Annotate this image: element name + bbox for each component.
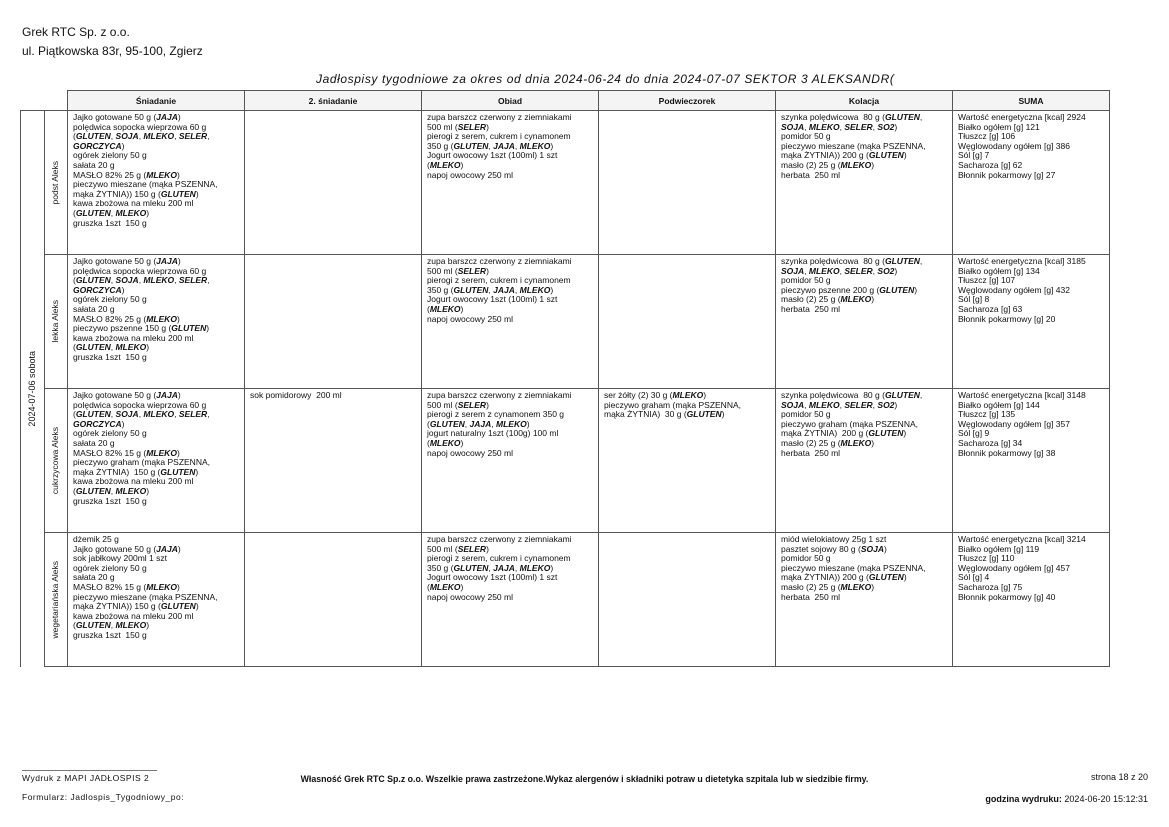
meal-text: zupa barszcz czerwony z ziemniakami 500 ml (SELER) pierogi z serem, cukrem i cynamonem 350 g (GLUTEN, JAJA, MLEKO) Jogurt owocowy 1szt (100ml) 1 szt (MLEKO) napoj owocowy 250 ml <box>427 534 572 602</box>
meal-text: zupa barszcz czerwony z ziemniakami 500 ml (SELER) pierogi z serem z cynamonem 350 g (GLUTEN, JAJA, MLEKO) jogurt naturalny 1szt (100g) 100 ml (MLEKO) napoj owocowy 250 ml <box>427 390 572 458</box>
print-time-label: godzina wydruku: <box>985 794 1062 804</box>
allergen-mark: GLUTEN <box>75 342 111 353</box>
allergen-mark: GORCZYCA <box>73 418 122 429</box>
col-header-kolacja: Kolacja <box>776 91 953 111</box>
col-header-suma: SUMA <box>953 91 1110 111</box>
allergen-mark: GLUTEN <box>160 188 196 199</box>
meal-cell <box>599 389 776 533</box>
allergen-mark: MLEKO <box>808 121 840 132</box>
allergen-mark: MLEKO <box>146 447 177 458</box>
allergen-mark: GLUTEN <box>884 390 920 400</box>
footer-form-name: Formularz: Jadlospis_Tygodniowy_po: <box>22 792 185 802</box>
allergen-mark: SOJA <box>115 131 139 142</box>
meal-cell <box>599 111 776 255</box>
allergen-mark: MLEKO <box>808 399 840 410</box>
allergen-mark: GLUTEN <box>453 140 489 151</box>
allergen-mark: JAJA <box>156 543 178 554</box>
allergen-mark: SOJA <box>781 121 805 132</box>
allergen-mark: GLUTEN <box>453 562 489 573</box>
company-address: ul. Piątkowska 83r, 95-100, Zgierz <box>22 44 203 58</box>
allergen-mark: MLEKO <box>115 207 147 218</box>
header-blank-variant <box>45 91 68 111</box>
meal-text: Jajko gotowane 50 g (JAJA) polędwica sopocka wieprzowa 60 g (GLUTEN, SOJA, MLEKO, SELER, GORCZYCA) ogórek zielony 50 g sałata 20 g MASŁO 82% 25 g (MLEKO) pieczywo mieszane (mąka PSZENNA, mąka ŻYTNIA)) 150 g (GLUTEN) kawa zbożowa na mleku 200 ml (GLUTEN, MLEKO) gruszka 1szt 150 g <box>73 112 218 228</box>
allergen-mark: MLEKO <box>429 159 461 170</box>
allergen-mark: GORCZYCA <box>73 284 122 295</box>
allergen-mark: MLEKO <box>115 485 147 496</box>
meal-cell <box>422 111 599 255</box>
meal-text: szynka polędwicowa 80 g (GLUTEN, SOJA, MLEKO, SELER, SO2) pomidor 50 g pieczywo mieszane (mąka PSZENNA, mąka ŻYTNIA)) 200 g (GLUTEN) masło (2) 25 g (MLEKO) herbata 250 ml <box>781 112 926 180</box>
meal-text: szynka polędwicowa 80 g (GLUTEN, SOJA, MLEKO, SELER, SO2) pomidor 50 g pieczywo graham (mąka PSZENNA, mąka ŻYTNIA) 200 g (GLUTEN) masło (2) 25 g (MLEKO) herbata 250 ml <box>781 390 923 458</box>
col-header-podwieczorek: Podwieczorek <box>599 91 776 111</box>
meal-cell <box>776 533 953 667</box>
print-time-value: 2024-06-20 15:12:31 <box>1064 794 1148 804</box>
allergen-mark: JAJA <box>469 418 492 429</box>
allergen-mark: JAJA <box>156 390 178 400</box>
variant-label: cukrzycowa Aleks <box>50 426 61 495</box>
allergen-mark: SELER <box>844 121 873 132</box>
allergen-mark: SELER <box>457 399 487 410</box>
allergen-mark: SELER <box>457 265 487 276</box>
sum-text: Wartość energetyczna [kcal] 3214 Białko ogółem [g] 119 Tłuszcz [g] 110 Węglowodany ogółem [g] 457 Sól [g] 4 Sacharoza [g] 75 Błonnik pokarmowy [g] 40 <box>958 534 1086 602</box>
table-row <box>21 533 1110 667</box>
meal-text: dżemik 25 g Jajko gotowane 50 g (JAJA) sok jabłkowy 200ml 1 szt ogórek zielony 50 g sałata 20 g MASŁO 82% 15 g (MLEKO) pieczywo mieszane (mąka PSZENNA, mąka ŻYTNIA)) 150 g (GLUTEN) kawa zbożowa na mleku 200 ml (GLUTEN, MLEKO) gruszka 1szt 150 g <box>73 534 218 640</box>
sum-text: Wartość energetyczna [kcal] 3185 Białko ogółem [g] 134 Tłuszcz [g] 107 Węglowodany ogółem [g] 432 Sól [g] 8 Sacharoza [g] 63 Błonnik pokarmowy [g] 20 <box>958 256 1086 324</box>
meal-cell <box>422 389 599 533</box>
meal-cell <box>245 389 422 533</box>
menu-table <box>20 90 1110 667</box>
day-label: 2024-07-06 sobota <box>26 350 37 427</box>
allergen-mark: SELER <box>844 265 873 276</box>
allergen-mark: GLUTEN <box>868 428 904 439</box>
allergen-mark: SOJA <box>781 399 805 410</box>
variant-label: wegetariańska Aleks <box>50 560 61 639</box>
sum-cell <box>953 389 1110 533</box>
variant-cell <box>45 111 68 255</box>
allergen-mark: JAJA <box>493 140 515 151</box>
sum-cell <box>953 255 1110 389</box>
variant-cell <box>45 389 68 533</box>
sum-cell <box>953 111 1110 255</box>
allergen-mark: SOJA <box>781 265 805 276</box>
allergen-mark: SO2 <box>877 265 895 276</box>
meal-cell <box>245 255 422 389</box>
allergen-mark: GLUTEN <box>75 207 111 218</box>
meal-cell <box>776 255 953 389</box>
allergen-mark: GLUTEN <box>75 131 111 142</box>
meal-cell <box>245 533 422 667</box>
footer-print-time <box>985 794 1148 804</box>
meal-text: ser żółty (2) 30 g (MLEKO) pieczywo graham (mąka PSZENNA, mąka ŻYTNIA) 30 g (GLUTEN) <box>604 390 741 420</box>
allergen-mark: SELER <box>844 399 873 410</box>
footer-page-number: strona 18 z 20 <box>1090 772 1148 782</box>
meal-text: miód wielokiatowy 25g 1 szt pasztet sojowy 80 g (SOJA) pomidor 50 g pieczywo mieszane (mąka PSZENNA, mąka ŻYTNIA)) 200 g (GLUTEN) masło (2) 25 g (MLEKO) herbata 250 ml <box>781 534 926 602</box>
sum-text: Wartość energetyczna [kcal] 3148 Białko ogółem [g] 144 Tłuszcz [g] 135 Węglowodany ogółem [g] 357 Sól [g] 9 Sacharoza [g] 34 Błonnik pokarmowy [g] 38 <box>958 390 1086 458</box>
allergen-mark: GLUTEN <box>75 409 111 420</box>
allergen-mark: GLUTEN <box>879 284 915 295</box>
company-name: Grek RTC Sp. z o.o. <box>22 25 130 39</box>
allergen-mark: MLEKO <box>429 437 461 448</box>
allergen-mark: SELER <box>178 275 208 286</box>
allergen-mark: SOJA <box>115 409 139 420</box>
meal-cell <box>68 533 245 667</box>
allergen-mark: MLEKO <box>519 284 551 295</box>
meal-cell <box>422 533 599 667</box>
allergen-mark: MLEKO <box>143 409 175 420</box>
allergen-mark: MLEKO <box>146 169 177 180</box>
table-row <box>21 389 1110 533</box>
col-header-sniadanie: Śniadanie <box>68 91 245 111</box>
allergen-mark: MLEKO <box>496 418 527 429</box>
meal-cell <box>599 533 776 667</box>
allergen-mark: GLUTEN <box>75 485 111 496</box>
allergen-mark: MLEKO <box>840 581 872 592</box>
allergen-mark: MLEKO <box>672 390 704 400</box>
header-row <box>21 91 1110 111</box>
table-row <box>21 255 1110 389</box>
allergen-mark: SELER <box>178 409 208 420</box>
allergen-mark: MLEKO <box>840 159 872 170</box>
allergen-mark: JAJA <box>156 112 178 122</box>
table-row <box>21 111 1110 255</box>
footer-ownership-notice: Własność Grek RTC Sp.z o.o. Wszelkie prawa zastrzeżone.Wykaz alergenów i składniki potraw u dietetyka szpitala lub w siedzibie firmy. <box>300 774 869 784</box>
allergen-mark: GLUTEN <box>171 323 207 334</box>
allergen-mark: JAJA <box>493 284 515 295</box>
allergen-mark: MLEKO <box>808 265 840 276</box>
meal-cell <box>68 389 245 533</box>
day-cell <box>21 111 45 667</box>
meal-cell <box>422 255 599 389</box>
col-header-obiad: Obiad <box>422 91 599 111</box>
meal-cell <box>776 389 953 533</box>
allergen-mark: GLUTEN <box>884 112 920 122</box>
col-header-2-sniadanie: 2. śniadanie <box>245 91 422 111</box>
allergen-mark: MLEKO <box>840 294 872 305</box>
allergen-mark: GORCZYCA <box>73 140 122 151</box>
allergen-mark: GLUTEN <box>160 601 196 612</box>
allergen-mark: MLEKO <box>429 581 461 592</box>
variant-label: lekka Aleks <box>50 300 61 343</box>
allergen-mark: SOJA <box>860 543 885 554</box>
allergen-mark: MLEKO <box>146 313 177 324</box>
allergen-mark: SOJA <box>115 275 139 286</box>
allergen-mark: SELER <box>178 131 208 142</box>
sum-cell <box>953 533 1110 667</box>
allergen-mark: SO2 <box>877 399 895 410</box>
allergen-mark: MLEKO <box>143 275 175 286</box>
allergen-mark: JAJA <box>156 256 178 266</box>
allergen-mark: MLEKO <box>115 342 147 353</box>
allergen-mark: GLUTEN <box>160 466 196 477</box>
meal-cell <box>776 111 953 255</box>
variant-cell <box>45 255 68 389</box>
allergen-mark: MLEKO <box>146 581 177 592</box>
sum-text: Wartość energetyczna [kcal] 2924 Białko ogółem [g] 121 Tłuszcz [g] 106 Węglowodany ogółem [g] 386 Sól [g] 7 Sacharoza [g] 62 Błonnik pokarmowy [g] 27 <box>958 112 1086 180</box>
allergen-mark: MLEKO <box>143 131 175 142</box>
meal-text: szynka polędwicowa 80 g (GLUTEN, SOJA, MLEKO, SELER, SO2) pomidor 50 g pieczywo pszenne 200 g (GLUTEN) masło (2) 25 g (MLEKO) herbata 250 ml <box>781 256 923 314</box>
allergen-mark: MLEKO <box>840 437 872 448</box>
meal-text: Jajko gotowane 50 g (JAJA) polędwica sopocka wieprzowa 60 g (GLUTEN, SOJA, MLEKO, SELER, GORCZYCA) ogórek zielony 50 g sałata 20 g MASŁO 82% 25 g (MLEKO) pieczywo pszenne 150 g (GLUTEN) kawa zbożowa na mleku 200 ml (GLUTEN, MLEKO) gruszka 1szt 150 g <box>73 256 210 362</box>
allergen-mark: SO2 <box>877 121 895 132</box>
allergen-mark: GLUTEN <box>884 256 920 266</box>
meal-text: Jajko gotowane 50 g (JAJA) polędwica sopocka wieprzowa 60 g (GLUTEN, SOJA, MLEKO, SELER, GORCZYCA) ogórek zielony 50 g sałata 20 g MASŁO 82% 15 g (MLEKO) pieczywo graham (mąka PSZENNA, mąka ŻYTNIA) 150 g (GLUTEN) kawa zbożowa na mleku 200 ml (GLUTEN, MLEKO) gruszka 1szt 150 g <box>73 390 210 506</box>
allergen-mark: GLUTEN <box>453 284 489 295</box>
allergen-mark: GLUTEN <box>75 275 111 286</box>
allergen-mark: MLEKO <box>115 620 147 631</box>
meal-text: zupa barszcz czerwony z ziemniakami 500 ml (SELER) pierogi z serem, cukrem i cynamonem 350 g (GLUTEN, JAJA, MLEKO) Jogurt owocowy 1szt (100ml) 1 szt (MLEKO) napoj owocowy 250 ml <box>427 112 572 180</box>
allergen-mark: GLUTEN <box>868 150 904 161</box>
variant-label: podst Aleks <box>50 160 61 205</box>
allergen-mark: SELER <box>457 121 487 132</box>
allergen-mark: GLUTEN <box>429 418 465 429</box>
meal-cell <box>599 255 776 389</box>
allergen-mark: SELER <box>457 543 487 554</box>
meal-cell <box>68 111 245 255</box>
allergen-mark: GLUTEN <box>75 620 111 631</box>
meal-text: zupa barszcz czerwony z ziemniakami 500 ml (SELER) pierogi z serem, cukrem i cynamonem 350 g (GLUTEN, JAJA, MLEKO) Jogurt owocowy 1szt (100ml) 1 szt (MLEKO) napoj owocowy 250 ml <box>427 256 572 324</box>
allergen-mark: GLUTEN <box>686 409 722 420</box>
meal-text: sok pomidorowy 200 ml <box>250 390 342 400</box>
page-title: Jadłospisy tygodniowe za okres od dnia 2024-06-24 do dnia 2024-07-07 SEKTOR 3 ALEKSANDR( <box>316 72 895 86</box>
allergen-mark: GLUTEN <box>868 572 904 583</box>
allergen-mark: MLEKO <box>519 140 551 151</box>
allergen-mark: MLEKO <box>519 562 551 573</box>
meal-cell <box>68 255 245 389</box>
header-blank-day <box>21 91 45 111</box>
allergen-mark: JAJA <box>493 562 515 573</box>
footer-printout: Wydruk z MAPI JADŁOSPIS 2 <box>22 770 157 783</box>
meal-cell <box>245 111 422 255</box>
variant-cell <box>45 533 68 667</box>
allergen-mark: MLEKO <box>429 303 461 314</box>
